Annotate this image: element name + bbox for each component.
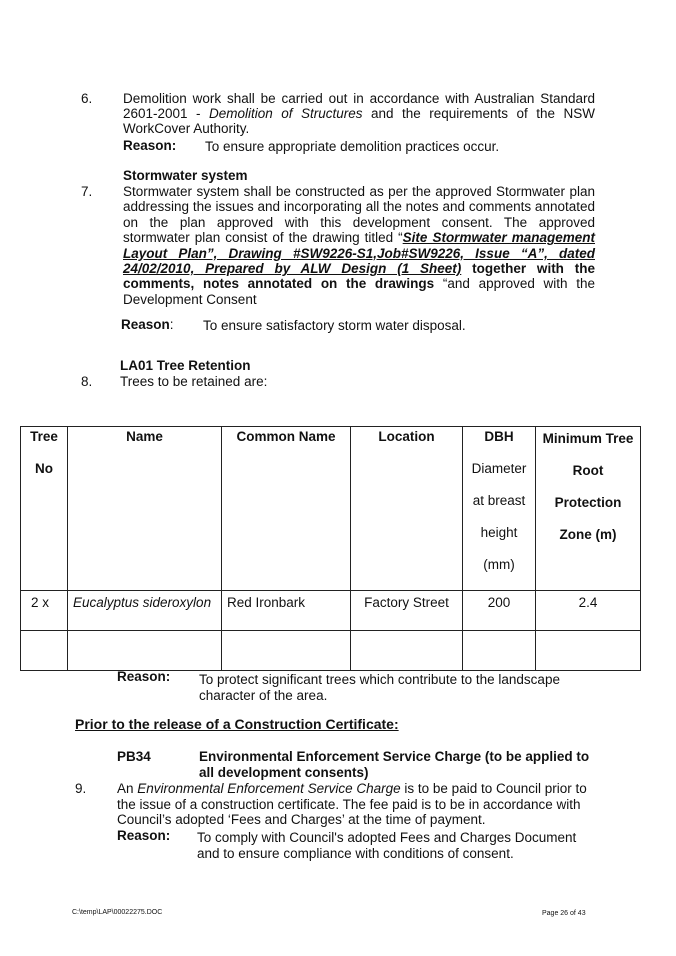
cell-tree-no: [21, 631, 68, 671]
cell-zone: [536, 631, 641, 671]
tree-retention-table: [20, 426, 641, 671]
section-heading: Prior to the release of a Construction Certificate:: [75, 716, 399, 732]
condition-code: PB34: [117, 749, 151, 764]
table-header-row: [21, 427, 641, 591]
condition-text: Stormwater system shall be constructed as per the approved Stormwater plan addressing the issues and incorporating all the notes and comments annotated on the plan approved with this development consent. The approved stormwater plan consist of the drawing titled “Site Stormwater management Layout Plan”, Drawing #SW9226-S1,Job#SW9226, Issue “A”, dated 24/02/2010, Prepared by ALW Design (1 Sheet) together with the comments, notes annotated on the drawings “and approved with the Development Consent: [123, 184, 596, 307]
item-number: 8.: [81, 374, 93, 389]
cell-common-name: [222, 631, 351, 671]
footer-page-number: Page 26 of 43: [542, 910, 586, 917]
reason-text: To ensure satisfactory storm water disposal.: [203, 318, 466, 333]
item-number: 6.: [81, 91, 93, 106]
header-common-name: Common Name: [222, 427, 351, 591]
cell-location: Factory Street: [351, 591, 463, 631]
item-number: 9.: [75, 781, 87, 796]
cell-common-name: Red Ironbark: [222, 591, 351, 631]
table-row: [21, 631, 641, 671]
section-subheading: LA01 Tree Retention: [120, 358, 251, 373]
cell-dbh: 200: [463, 591, 536, 631]
cell-dbh: [463, 631, 536, 671]
cell-name: [68, 631, 222, 671]
reason-label: Reason:: [117, 828, 171, 843]
condition-text: An Environmental Enforcement Service Charge is to be paid to Council prior to the issue of a construction certificate. The fee paid is to be in accordance with Council’s adopted ‘Fees and Charges’ at the time of payment.: [117, 781, 587, 827]
reason-label: Reason:: [117, 669, 171, 684]
item-number: 7.: [81, 184, 93, 199]
table-row: [21, 591, 641, 631]
reason-text: To ensure appropriate demolition practices occur.: [205, 139, 500, 154]
header-tree-no: Tree No: [21, 427, 68, 591]
header-dbh: DBH Diameter at breast height (mm): [463, 427, 536, 591]
footer-file-path: C:\temp\LAP\00022275.DOC: [72, 909, 163, 916]
cell-location: [351, 631, 463, 671]
reason-text: To comply with Council's adopted Fees and Charges Document and to ensure compliance with conditions of consent.: [197, 830, 577, 861]
header-root-protection-zone: Minimum Tree Root Protection Zone (m): [536, 427, 641, 591]
cell-tree-no: 2 x: [21, 591, 68, 631]
header-location: Location: [351, 427, 463, 591]
section-subheading: Stormwater system: [123, 168, 248, 183]
condition-text: Trees to be retained are:: [120, 374, 268, 389]
cell-name: Eucalyptus sideroxylon: [68, 591, 222, 631]
reason-text: To protect significant trees which contribute to the landscape character of the area.: [199, 672, 560, 703]
reason-label: Reason: [121, 317, 170, 332]
cell-zone: 2.4: [536, 591, 641, 631]
reason-label: Reason:: [123, 138, 177, 153]
condition-text: Demolition work shall be carried out in accordance with Australian Standard 2601-2001 - Demolition of Structures and the requirements of the NSW WorkCover Authority.: [123, 91, 595, 136]
condition-title: Environmental Enforcement Service Charge (to be applied to all development consents): [199, 749, 590, 780]
header-name: Name: [68, 427, 222, 591]
